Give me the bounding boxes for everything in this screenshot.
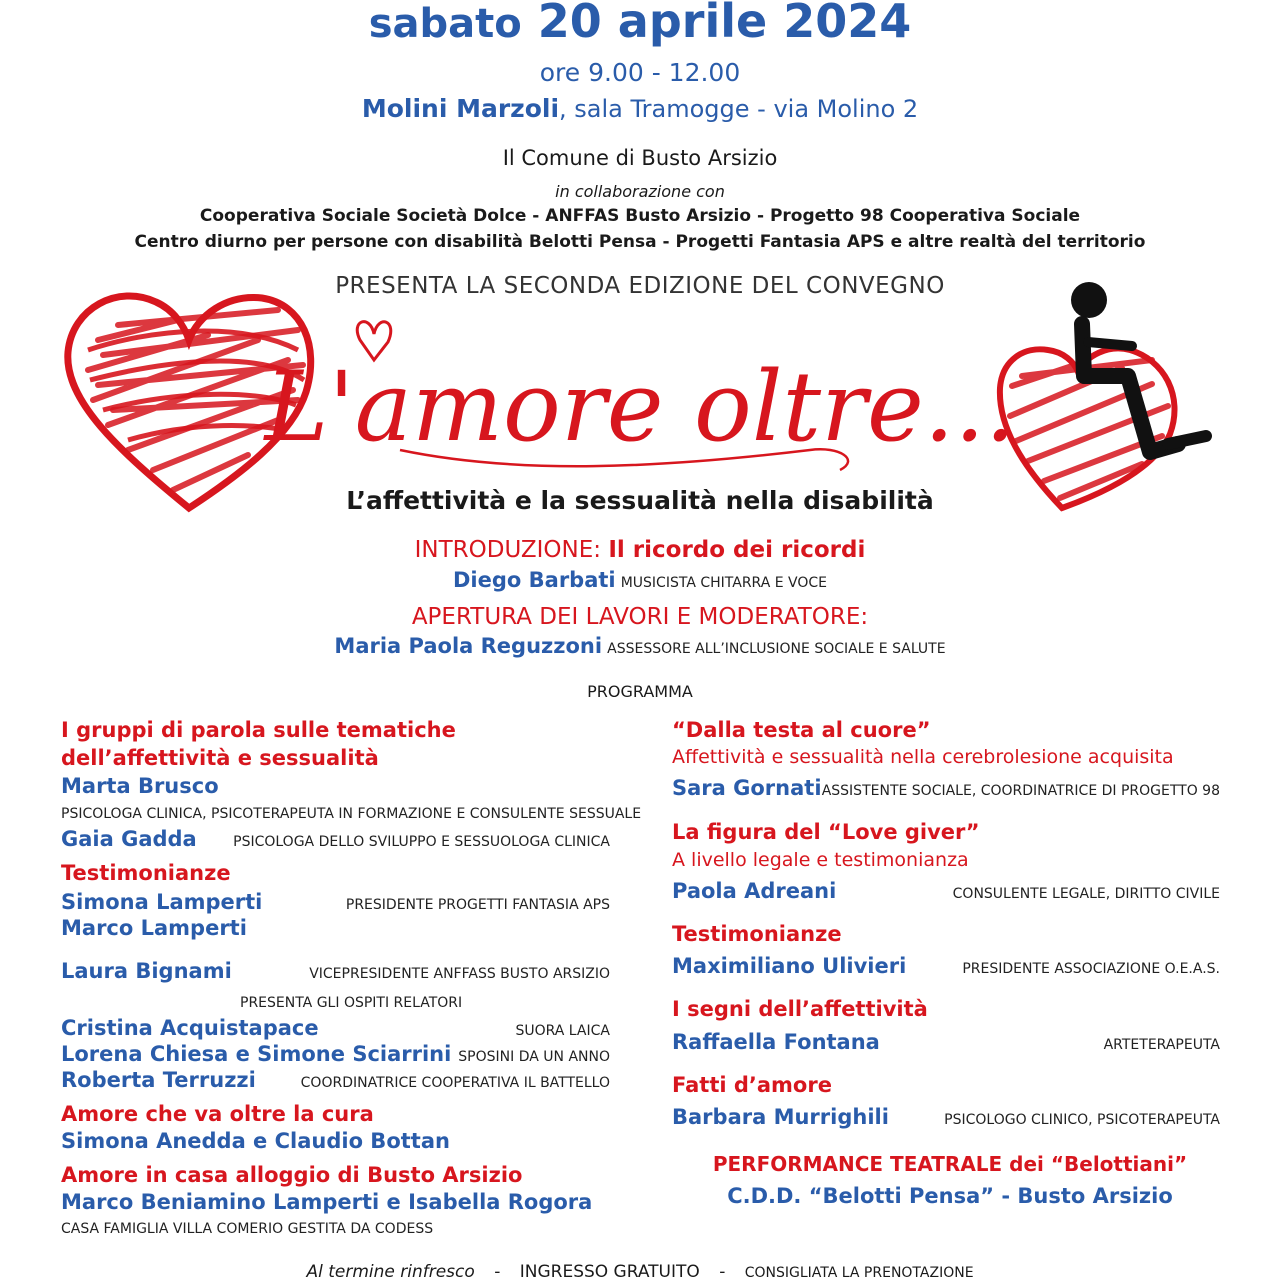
left-s2-role: PRESIDENTE PROGETTI FANTASIA APS [345,897,610,913]
right-r4-title: I segni dell’affettività [672,997,928,1021]
left-s2-role-5: SPOSINI DA UN ANNO [458,1049,610,1065]
moderator [0,634,1280,658]
collab-line-2: Centro diurno per persone con disabilità Belotti Pensa - Progetti Fantasia APS e altre realtà del territorio [134,232,1146,252]
event-title: L'amore oltre... [264,351,1016,463]
left-s3-names: Simona Anedda e Claudio Bottan [61,1129,450,1153]
right-r5-title: Fatti d’amore [672,1073,832,1097]
footer-sep-2: - [719,1262,726,1282]
left-s2-name-4: Cristina Acquistapace [61,1016,319,1040]
left-s2-name-3: Laura Bignami [61,959,232,983]
left-s2-presents: PRESENTA GLI OSPITI RELATORI [240,995,463,1011]
left-s1-title-b: dell’affettività e sessualità [61,746,379,770]
left-s2-name-2: Marco Lamperti [61,916,247,940]
collab-intro: in collaborazione con [555,182,725,201]
right-r4-role: ARTETERAPEUTA [1103,1037,1220,1053]
venue-details: , sala Tramogge - via Molino 2 [559,95,919,123]
right-r6-title: PERFORMANCE TEATRALE dei “Belottiani” [712,1152,1188,1176]
right-r3-role: PRESIDENTE ASSOCIAZIONE O.E.A.S. [962,961,1220,977]
right-r1-sub: Affettività e sessualità nella cerebrolesione acquisita [672,746,1174,768]
right-r1-title: “Dalla testa al cuore” [672,718,931,742]
intro-line [0,537,1280,563]
intro-label: INTRODUZIONE: [414,537,602,563]
left-s2-name-1: Simona Lamperti [61,890,263,914]
moderator-role: ASSESSORE ALL’INCLUSIONE SOCIALE E SALUTE [607,641,946,657]
right-r2-sub: A livello legale e testimonianza [672,849,969,871]
left-s1-name-2: Gaia Gadda [61,827,197,851]
left-s4-role: CASA FAMIGLIA VILLA COMERIO GESTITA DA CODESS [61,1221,434,1237]
event-subtitle: L’affettività e la sessualità nella disabilità [346,486,934,515]
footer-sep-1: - [494,1262,501,1282]
left-s4-title: Amore in casa alloggio di Busto Arsizio [61,1163,523,1187]
left-s1-role-2: PSICOLOGA DELLO SVILUPPO E SESSUOLOGA CLINICA [233,834,610,850]
opening-label: APERTURA DEI LAVORI E MODERATORE: [411,604,869,630]
intro-topic: Il ricordo dei ricordi [608,537,866,563]
left-s3-title: Amore che va oltre la cura [61,1102,374,1126]
organizer-text: Il Comune di Busto Arsizio [502,146,778,170]
right-r1-role: ASSISTENTE SOCIALE, COORDINATRICE DI PROGETTO 98 [821,783,1220,799]
program-label: PROGRAMMA [587,682,693,701]
date-main: 20 aprile 2024 [537,0,912,48]
event-date [0,0,1280,48]
left-s2-role-4: SUORA LAICA [515,1023,610,1039]
date-prefix: sabato [368,1,522,47]
left-s1-title-a: I gruppi di parola sulle tematiche [61,718,456,742]
footer [0,1262,1280,1282]
event-time: ore 9.00 - 12.00 [539,58,741,87]
footer-refreshment: Al termine rinfresco [306,1262,475,1282]
right-r5-name: Barbara Murrighili [672,1105,889,1129]
right-r5-role: PSICOLOGO CLINICO, PSICOTERAPEUTA [944,1112,1220,1128]
left-s2-name-6: Roberta Terruzzi [61,1068,256,1092]
left-s2-role-3: VICEPRESIDENTE ANFFASS BUSTO ARSIZIO [309,966,610,982]
right-r6-sub: C.D.D. “Belotti Pensa” - Busto Arsizio [727,1184,1173,1208]
wheelchair-user-icon [992,276,1224,516]
right-r2-title: La figura del “Love giver” [672,820,980,844]
right-r3-name: Maximiliano Ulivieri [672,954,907,978]
left-s2-title: Testimonianze [61,861,231,885]
right-r1-name: Sara Gornati [672,776,822,800]
left-s4-names: Marco Beniamino Lamperti e Isabella Rogora [61,1190,593,1214]
footer-booking: CONSIGLIATA LA PRENOTAZIONE [744,1265,974,1281]
right-r4-name: Raffaella Fontana [672,1030,880,1054]
venue-name: Molini Marzoli [361,94,560,123]
right-r2-role: CONSULENTE LEGALE, DIRITTO CIVILE [952,886,1220,902]
event-venue [0,94,1280,123]
intro-speaker [0,568,1280,592]
presents-line: PRESENTA LA SECONDA EDIZIONE DEL CONVEGNO [335,273,945,299]
footer-entry: INGRESSO GRATUITO [519,1262,700,1282]
left-s2-name-5: Lorena Chiesa e Simone Sciarrini [61,1042,452,1066]
collab-line-1: Cooperativa Sociale Società Dolce - ANFFAS Busto Arsizio - Progetto 98 Cooperativa Sociale [199,206,1081,226]
left-s1-role-1: PSICOLOGA CLINICA, PSICOTERAPEUTA IN FORMAZIONE E CONSULENTE SESSUALE [61,806,642,822]
organizer [0,146,1280,170]
right-r3-title: Testimonianze [672,922,842,946]
moderator-name: Maria Paola Reguzzoni [334,634,603,658]
event-title-logo [264,300,1016,490]
right-r2-name: Paola Adreani [672,879,837,903]
intro-speaker-role: MUSICISTA CHITARRA E VOCE [620,575,827,591]
left-s1-name-1: Marta Brusco [61,774,219,798]
intro-speaker-name: Diego Barbati [453,568,616,592]
left-s2-role-6: COORDINATRICE COOPERATIVA IL BATTELLO [300,1075,610,1091]
